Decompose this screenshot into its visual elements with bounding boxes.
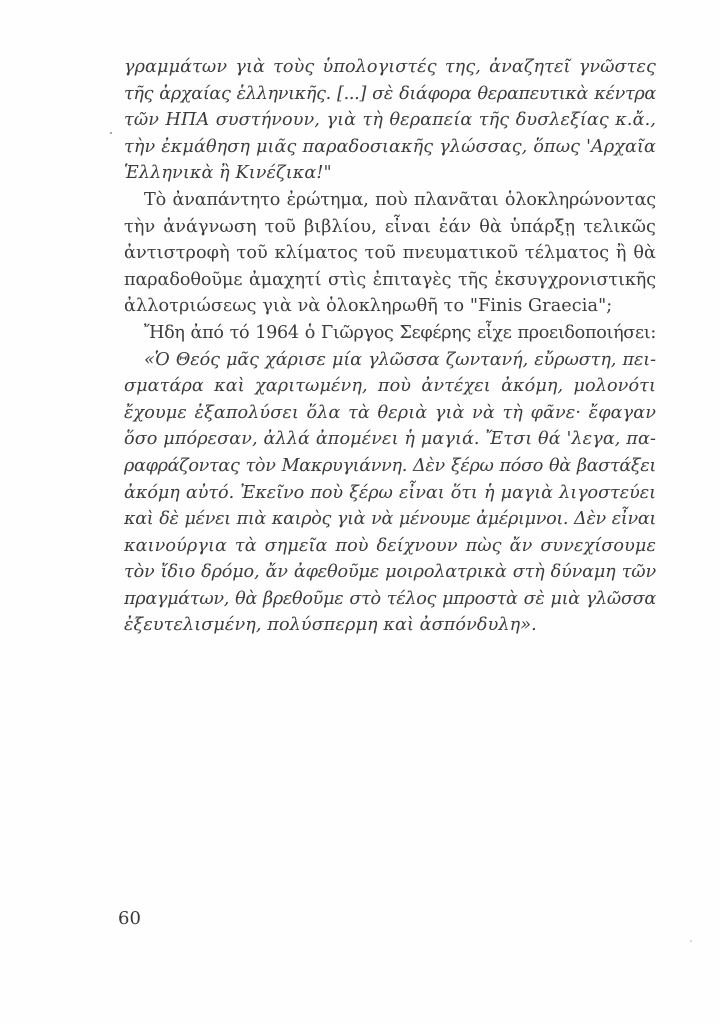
body-text	[124, 54, 656, 639]
quote-line: τὸν ἴδιο δρόμο, ἄν ἀφεθοῦμε μοιρολατρικὰ στὴ δύναμη τῶν	[124, 562, 656, 583]
text-line: τῶν ΗΠΑ συστήνουν, γιὰ τὴ θεραπεία τῆς δυσλεξίας κ.ἄ.,	[124, 110, 656, 131]
quote-line: σματάρα καὶ χαριτωμένη, ποὺ ἀντέχει ἀκόμη, μολονότι	[124, 376, 656, 397]
text-line: τῆς ἀρχαίας ἑλληνικῆς. [...] σὲ διάφορα θεραπευτικὰ κέντρα	[124, 83, 656, 104]
quote-line: ὅσο μπόρεσαν, ἀλλά ἀπομένει ἡ μαγιά. Ἔτσι θά 'λεγα, πα-	[124, 429, 656, 450]
paragraph-start-line: Τὸ ἀναπάντητο ἐρώτημα, ποὺ πλανᾶται ὁλοκληρώνοντας	[144, 189, 656, 210]
scan-speck	[110, 132, 112, 134]
quote-line: καινούργια τὰ σημεῖα ποὺ δείχνουν πὼς ἄν συνεχίσουμε	[124, 535, 656, 556]
text-line: Ἑλληνικὰ ἢ Κινέζικα!"	[124, 163, 332, 184]
text-line: ἀντιστροφὴ τοῦ κλίματος τοῦ πνευματικοῦ τέλματος ἢ θὰ	[124, 243, 656, 264]
text-line: γραμμάτων γιὰ τοὺς ὑπολογιστές της, ἀναζητεῖ γνῶστες	[124, 57, 656, 77]
text-line: παραδοθοῦμε ἀμαχητί στὶς ἐπιταγὲς τῆς ἐκσυγχρονιστικῆς	[124, 269, 656, 290]
paragraph-start-line: Ἤδη ἀπό τό 1964 ὁ Γιῶργος Σεφέρης εἶχε προειδοποιήσει:	[144, 322, 656, 343]
quote-line: πραγμάτων, θὰ βρεθοῦμε στὸ τέλος μπροστὰ σὲ μιὰ γλῶσσα	[124, 588, 656, 609]
quote-line: ἀκόμη αὐτό. Ἐκεῖνο ποὺ ξέρω εἶναι ὅτι ἡ μαγιὰ λιγοστεύει	[124, 482, 656, 503]
page-number: 60	[118, 908, 141, 929]
text-line: ἀλλοτριώσεως γιὰ νὰ ὁλοκληρωθῆ το "Finis Graecia";	[124, 296, 613, 317]
quote-start-line: «Ὁ Θεός μᾶς χάρισε μία γλῶσσα ζωντανή, εὔρωστη, πει-	[144, 349, 656, 370]
quote-line: καὶ δὲ μένει πιὰ καιρὸς γιὰ νὰ μένουμε ἀμέριμνοι. Δὲν εἶναι	[124, 509, 656, 530]
text-line: τὴν ἀνάγνωση τοῦ βιβλίου, εἶναι ἐάν θὰ ὑπάρξῃ τελικῶς	[124, 216, 656, 237]
quote-line: ραφράζοντας τὸν Μακρυγιάννη. Δὲν ξέρω πόσο θὰ βαστάξει	[124, 455, 656, 476]
text-line: τὴν ἐκμάθηση μιᾶς παραδοσιακῆς γλώσσας, ὅπως 'Αρχαῖα	[124, 136, 656, 157]
quote-line: ἔχουμε ἐξαπολύσει ὅλα τὰ θεριὰ γιὰ νὰ τὴ φᾶνε· ἔφαγαν	[124, 402, 656, 423]
quote-end-line: ἐξευτελισμένη, πολύσπερμη καὶ ἀσπόνδυλη».	[124, 615, 537, 636]
scan-speck	[690, 940, 692, 942]
